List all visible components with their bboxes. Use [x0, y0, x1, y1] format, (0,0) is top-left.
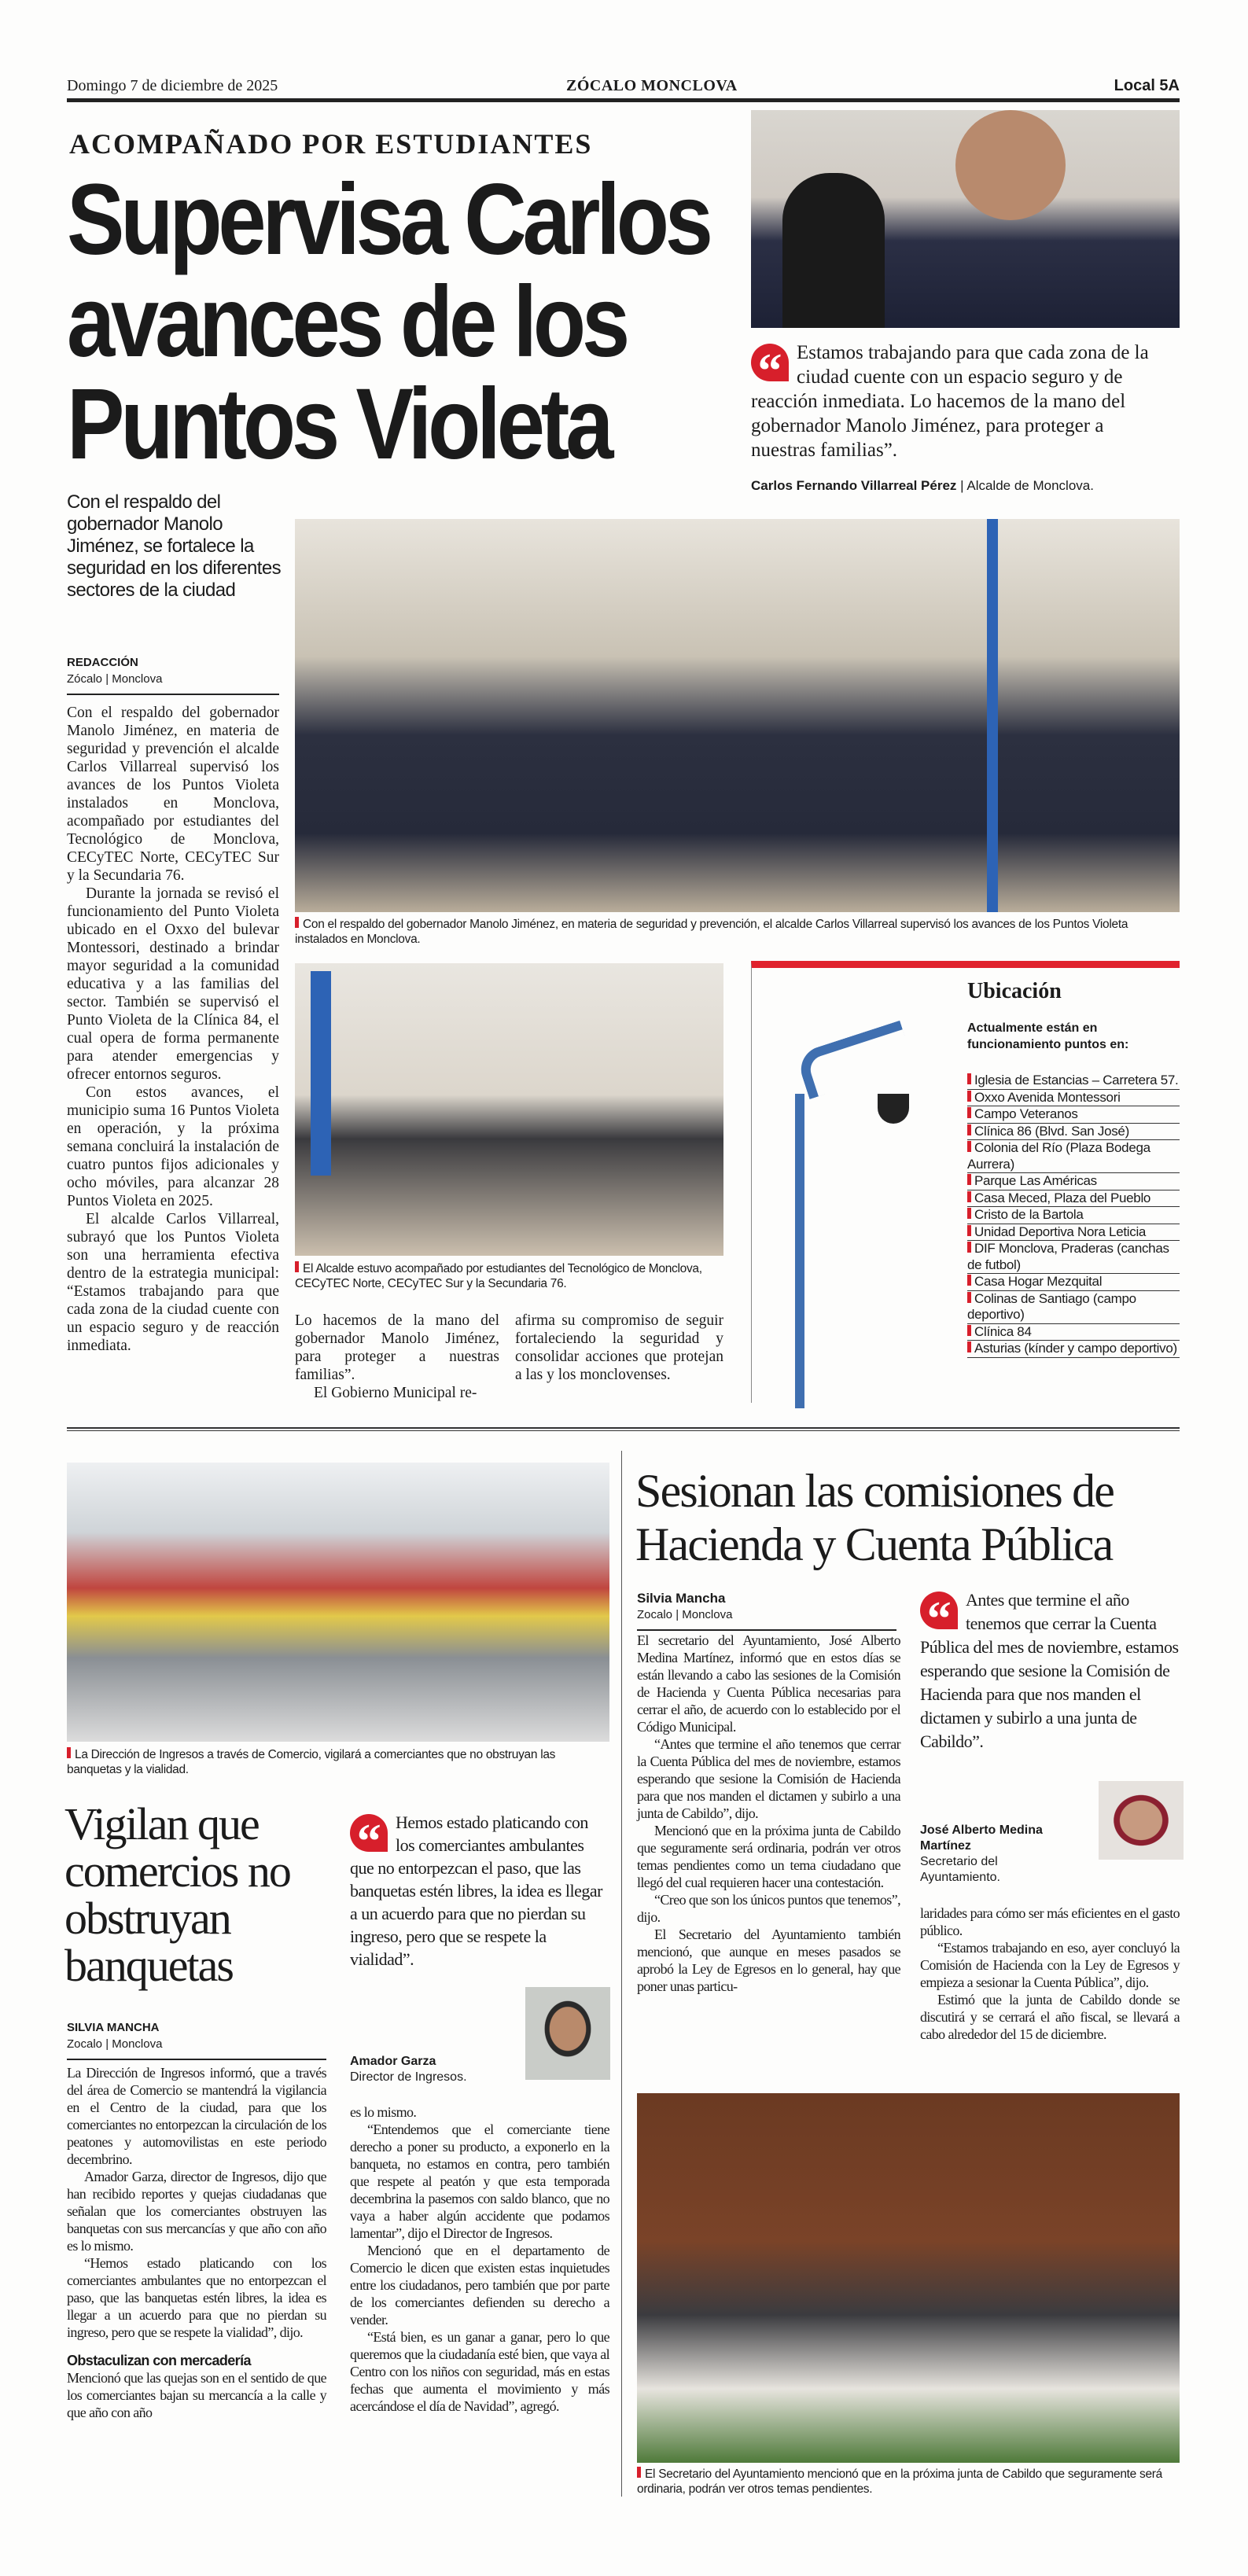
paragraph: Con estos avances, el municipio suma 16 Puntos Violeta en operación, y la próxima semana concluirá la instalación de cuatro puntos fijos adicionales y ocho móviles, para alcanzar 28 Puntos Violeta en 2025.: [67, 1084, 279, 1209]
headline-line: Supervisa Carlos: [67, 164, 709, 276]
ubicacion-list: [967, 1073, 1180, 1358]
paragraph: El alcalde Carlos Villarreal, subrayó que los Puntos Violeta son una herramienta efectiva dentro de la estrategia municipal: “Estamos trabajando para que cada zona de la ciudad cuente con un espacio seguro y de reacción inmediata.: [67, 1211, 279, 1354]
byline-place: Zócalo | Monclova: [67, 672, 163, 686]
jose-alberto-portrait: [1099, 1781, 1184, 1860]
byline-author: REDACCIÓN: [67, 656, 138, 669]
story1-byline: [67, 654, 279, 695]
header-date: Domingo 7 de diciembre de 2025: [67, 77, 278, 94]
paragraph: Estimó que la junta de Cabildo donde se discutirá y se cerrará el año fiscal, se llevará a cabo alrededor del 15 de diciembre.: [920, 1992, 1180, 2042]
group-photo: [295, 519, 1180, 912]
story1-body-col1: [67, 704, 279, 1355]
story2-quote-attribution: [350, 2054, 467, 2085]
story2-subhead: Obstaculizan con mercadería: [67, 2353, 251, 2368]
story1-kicker: ACOMPAÑADO POR ESTUDIANTES: [69, 128, 593, 160]
quote-role: Secretario del Ayuntamiento.: [920, 1855, 1000, 1884]
paragraph: El Gobierno Municipal re-: [314, 1385, 477, 1401]
story2-headline: Vigilan que comercios no obstruyan banquetas: [64, 1798, 290, 1991]
quote-author: José Alberto Medina Martínez: [920, 1823, 1043, 1853]
paragraph: Durante la jornada se revisó el funcionamiento del Punto Violeta ubicado en el Oxxo del bulevar Montessori, destinado a brindar mayor seguridad a la comunidad educativa y a las familias del sector. También se supervisó el Punto Violeta de la Clínica 84, el cual opera de forma permanente para atender emergencias y ofrecer entornos seguros.: [67, 885, 279, 1083]
story1-pull-quote: [751, 340, 1160, 498]
camera-pole-illustration: [783, 1039, 941, 1408]
story2-byline: [67, 2019, 326, 2060]
location-item: Iglesia de Estancias – Carretera 57.: [967, 1073, 1180, 1090]
location-item: Cristo de la Bartola: [967, 1207, 1180, 1224]
paragraph: La Dirección de Ingresos informó, que a través del área de Comercio se mantendrá la vigilancia en el Centro de la ciudad, para que los comerciantes no entorpezcan la circulación de los peatones y automovilistas en este periodo decembrino.: [67, 2065, 326, 2167]
paragraph: El Secretario del Ayuntamiento también mencionó, que aunque en meses pasados se aprobó la Ley de Egresos en lo general, hay que poner unas particu-: [637, 1926, 900, 1994]
headline-line: avances de los: [67, 266, 627, 378]
street-vendors-photo: [67, 1463, 609, 1742]
story1-deck: Con el respaldo del gobernador Manolo Jiménez, se fortalece la seguridad en los diferentes sectores de la ciudad: [67, 491, 281, 601]
paragraph: El secretario del Ayuntamiento, José Alberto Medina Martínez, informó que en estos días se están llevando a cabo las sesiones de la Comisión de Hacienda y Cuenta Pública necesarias para cerrar el año, de acuerdo con lo establecido por el Código Municipal.: [637, 1632, 900, 1735]
location-item: Colinas de Santiago (campo deportivo): [967, 1291, 1180, 1324]
cabildo-meeting-photo: [637, 2093, 1180, 2463]
mayor-photo: [751, 110, 1180, 328]
caption-students-photo: El Alcalde estuvo acompañado por estudiantes del Tecnológico de Monclova, CECyTEC Norte, CECyTEC Sur y la Secundaria 76.: [295, 1261, 723, 1291]
story3-body-col1: [637, 1632, 900, 1995]
story3-pull-quote: [920, 1588, 1180, 1754]
quote-mark-icon: “: [751, 344, 789, 381]
quote-author: Carlos Fernando Villarreal Pérez: [751, 478, 957, 493]
caption-group-photo: Con el respaldo del gobernador Manolo Jiménez, en materia de seguridad y prevención, el alcalde Carlos Villarreal supervisó los avances de los Puntos Violeta instalados en Monclova.: [295, 917, 1180, 947]
caption-street-photo: La Dirección de Ingresos a través de Comercio, vigilará a comerciantes que no obstruyan las banquetas y la vialidad.: [67, 1747, 609, 1777]
byline-place: Zocalo | Monclova: [67, 2037, 163, 2051]
paragraph: “Hemos estado platicando con los comerciantes ambulantes que no entorpezcan el paso, que las banquetas estén libres, la idea es llegar a un acuerdo para que no pierdan su ingreso, pero que se respete la vialidad”, dijo.: [67, 2255, 326, 2340]
paragraph: “Estamos trabajando en eso, ayer concluyó la Comisión de Hacienda con la Ley de Egresos y empieza a sesionar la Cuenta Pública”, dijo.: [920, 1940, 1180, 1990]
quote-text: Antes que termine el año tenemos que cerrar la Cuenta Pública del mes de noviembre, estamos esperando que sesione la Comisión de Hacienda para que nos manden el dictamen y subirlo a una junta de Cabildo”.: [920, 1590, 1179, 1751]
location-item: Oxxo Avenida Montessori: [967, 1090, 1180, 1107]
paragraph: “Está bien, es un ganar a ganar, pero lo que queremos que la ciudadanía esté bien, que vaya al Centro con los niños con seguridad, más en estas fechas que aumenta el movimiento y más acercándose el día de Navidad”, agregó.: [350, 2329, 609, 2414]
ubicacion-intro: Actualmente están en funcionamiento puntos en:: [967, 1021, 1129, 1051]
quote-mark-icon: “: [350, 1814, 388, 1852]
paragraph: Mencionó que en el departamento de Comercio le dicen que existen estas inquietudes entre los ciudadanos, pero también que por parte de los comerciantes defienden su derecho a vender.: [350, 2243, 609, 2328]
paragraph: Lo hacemos de la mano del gobernador Manolo Jiménez, para proteger a nuestras familias”.: [295, 1312, 499, 1383]
amador-garza-portrait: [525, 1987, 610, 2080]
column-divider: [621, 1451, 622, 2497]
location-item: Colonia del Río (Plaza Bodega Aurrera): [967, 1140, 1180, 1173]
location-item: Casa Hogar Mezquital: [967, 1274, 1180, 1291]
quote-role: Director de Ingresos.: [350, 2070, 467, 2084]
quote-role: | Alcalde de Monclova.: [960, 478, 1094, 493]
location-item: Parque Las Américas: [967, 1173, 1180, 1190]
location-item: Unidad Deportiva Nora Leticia: [967, 1224, 1180, 1242]
paragraph: “Creo que son los únicos puntos que tenemos”, dijo.: [637, 1892, 900, 1925]
paragraph: laridades para cómo ser más eficientes en el gasto público.: [920, 1905, 1180, 1938]
byline-author: SILVIA MANCHA: [67, 2021, 160, 2034]
headline-line: Hacienda y Cuenta Pública: [635, 1518, 1113, 1570]
byline-place: Zocalo | Monclova: [637, 1608, 733, 1621]
story3-quote-attribution: [920, 1823, 1077, 1886]
quote-text: Estamos trabajando para que cada zona de la ciudad cuente con un espacio seguro y de reacción inmediata. Lo hacemos de la mano del gobernador Manolo Jiménez, para proteger a nuestras familias”.: [751, 342, 1149, 461]
header-paper-name: ZÓCALO MONCLOVA: [566, 77, 738, 94]
story2-pull-quote: [350, 1811, 606, 1971]
page-header: [67, 79, 1180, 102]
ubicacion-title: Ubicación: [967, 979, 1062, 1003]
section-divider: [67, 1427, 1180, 1431]
paragraph: Mencionó que en la próxima junta de Cabildo que seguramente será ordinaria, podrán ver otros temas pendientes como un tema ciudadano que llegó del cual requieren hacer una contestación.: [637, 1823, 900, 1890]
paragraph: “Antes que termine el año tenemos que cerrar la Cuenta Pública del mes de noviembre, estamos esperando que sesione la Comisión de Hacienda para que nos manden el dictamen y subirlo a una junta de Cabildo”, dijo.: [637, 1736, 900, 1821]
story1-headline: [67, 164, 743, 480]
paragraph: Con el respaldo del gobernador Manolo Jiménez, en materia de seguridad y prevención el alcalde Carlos Villarreal supervisó los avances de los Puntos Violeta instalados en Monclova, acompañado por estudiantes del Tecnológico de Monclova, CECyTEC Norte, CECyTEC Sur y la Secundaria 76.: [67, 705, 279, 884]
headline-line: Puntos Violeta: [67, 368, 610, 480]
paragraph: Amador Garza, director de Ingresos, dijo que han recibido reportes y quejas ciudadanas que señalan que los comerciantes obstruyen las banquetas con sus mercancías y que año con año es lo mismo.: [67, 2169, 326, 2254]
location-item: Casa Meced, Plaza del Pueblo: [967, 1190, 1180, 1208]
headline-line: Sesionan las comisiones de: [635, 1465, 1114, 1517]
quote-author: Amador Garza: [350, 2055, 436, 2068]
location-item: DIF Monclova, Praderas (canchas de futbol): [967, 1241, 1180, 1274]
location-item: Clínica 84: [967, 1324, 1180, 1341]
story3-byline: [637, 1590, 896, 1631]
caption-meeting-photo: El Secretario del Ayuntamiento mencionó que en la próxima junta de Cabildo que seguramente será ordinaria, podrán ver otros temas pendientes.: [637, 2467, 1180, 2497]
byline-author: Silvia Mancha: [637, 1591, 726, 1606]
paragraph: Mencionó que las quejas son en el sentido de que los comerciantes bajan su mercancía a la calle y que año con año: [67, 2370, 326, 2420]
story3-body-col2: [920, 1904, 1180, 2043]
paragraph: “Entendemos que el comerciante tiene derecho a poner su producto, a exponerlo en la banqueta, no estamos en contra, pero también que respete al peatón y que esta temporada decembrina la pasemos con saldo blanco, que no vaya a haber algún accidente que podamos lamentar”, dijo el Director de Ingresos.: [350, 2122, 609, 2241]
paragraph: es lo mismo.: [350, 2104, 417, 2120]
quote-mark-icon: “: [920, 1592, 958, 1629]
students-photo: [295, 963, 723, 1256]
story3-headline: [635, 1464, 1186, 1571]
story2-body-col1: [67, 2064, 326, 2421]
ubicacion-box: [751, 961, 1180, 1403]
story1-body-col3: [515, 1312, 723, 1384]
location-item: Clínica 86 (Blvd. San José): [967, 1124, 1180, 1141]
location-item: Campo Veteranos: [967, 1106, 1180, 1124]
header-section: Local 5A: [1114, 77, 1180, 94]
story2-body-col2: [350, 2103, 609, 2415]
location-item: Asturias (kínder y campo deportivo): [967, 1341, 1180, 1358]
story1-body-col2: [295, 1312, 499, 1402]
paragraph: afirma su compromiso de seguir fortaleciendo la seguridad y consolidar acciones que protejan a las y los monclovenses.: [515, 1312, 723, 1383]
quote-text: Hemos estado platicando con los comerciantes ambulantes que no entorpezcan el paso, que las banquetas estén libres, la idea es llegar a un acuerdo para que no pierdan su ingreso, pero que se respete la vialidad”.: [350, 1812, 602, 1969]
